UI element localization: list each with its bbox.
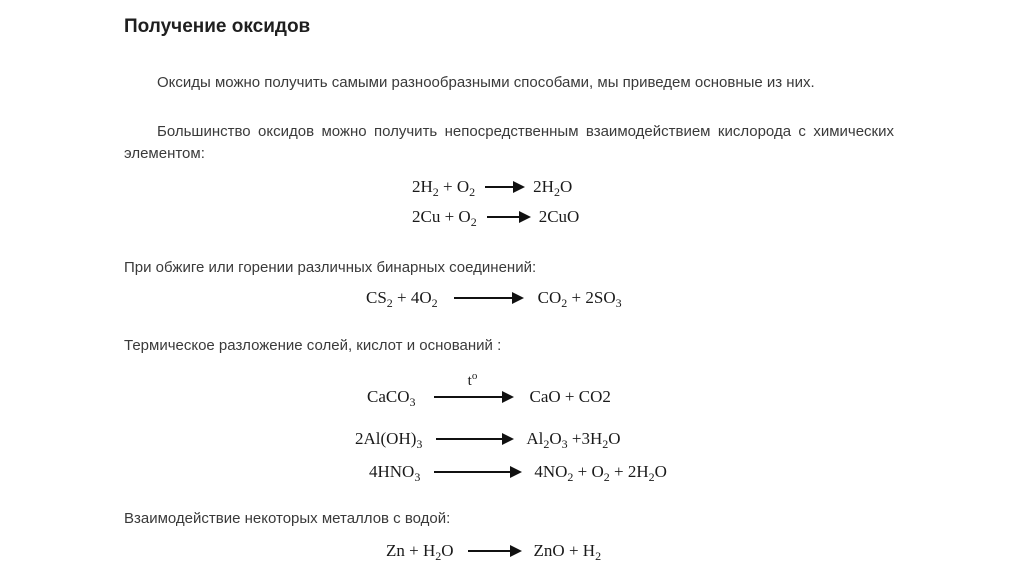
eq2-left: $2Cu + O_2$ — [412, 207, 477, 229]
direct-reaction-paragraph: Большинство оксидов можно получить непосредственным взаимодействием кислорода с химических элементом: — [124, 123, 894, 162]
eq7-right: ZnO + $H_2$ — [533, 541, 602, 563]
eq7-left: $Zn + H_2O$ — [386, 541, 454, 563]
eq4-right: CaO + CO2 — [529, 387, 611, 406]
reaction-arrow — [487, 216, 529, 218]
eq6-right: $4NO_2 + O_2 + 2H_2O$ — [534, 462, 667, 484]
reaction-arrow — [454, 297, 522, 299]
eq5-left: $2Al(OH)_3$ — [355, 429, 423, 451]
reaction-arrow — [434, 370, 512, 398]
eq4-left: CaCO$_3$ — [367, 387, 416, 409]
equation-copper-oxygen — [412, 207, 579, 227]
eq3-left: $CS_2 + 4O_2$ — [366, 288, 438, 310]
equation-calcium-carbonate — [367, 370, 611, 409]
temperature-condition: $t^o$ — [467, 370, 478, 389]
equation-zinc-water — [386, 541, 601, 561]
water-paragraph: Взаимодействие некоторых металлов с водой: — [124, 510, 451, 527]
eq2-right: 2CuO — [538, 207, 580, 226]
equation-nitric-acid — [369, 462, 667, 482]
burning-paragraph: При обжиге или горении различных бинарных соединений: — [124, 259, 537, 276]
reaction-arrow — [436, 438, 512, 440]
page-title: Получение оксидов — [124, 16, 311, 37]
equation-carbon-disulfide — [366, 288, 622, 308]
eq6-left: $4HNO_3$ — [369, 462, 421, 484]
eq5-right: $Al_2O_3 +3H_2O$ — [526, 429, 621, 451]
reaction-arrow — [468, 550, 520, 552]
eq1-right: $2H_2O$ — [533, 177, 573, 199]
reaction-arrow — [434, 471, 520, 473]
thermal-paragraph: Термическое разложение солей, кислот и оснований : — [124, 337, 502, 354]
equation-hydrogen-oxygen — [412, 177, 572, 197]
intro-paragraph: Оксиды можно получить самыми разнообразными способами, мы приведем основные из них. — [157, 74, 815, 91]
eq1-left: $2H_2 + O_2$ — [412, 177, 476, 199]
eq3-right: $CO_2 + 2SO_3$ — [537, 288, 622, 310]
reaction-arrow — [485, 186, 523, 188]
equation-aluminium-hydroxide — [355, 429, 621, 449]
